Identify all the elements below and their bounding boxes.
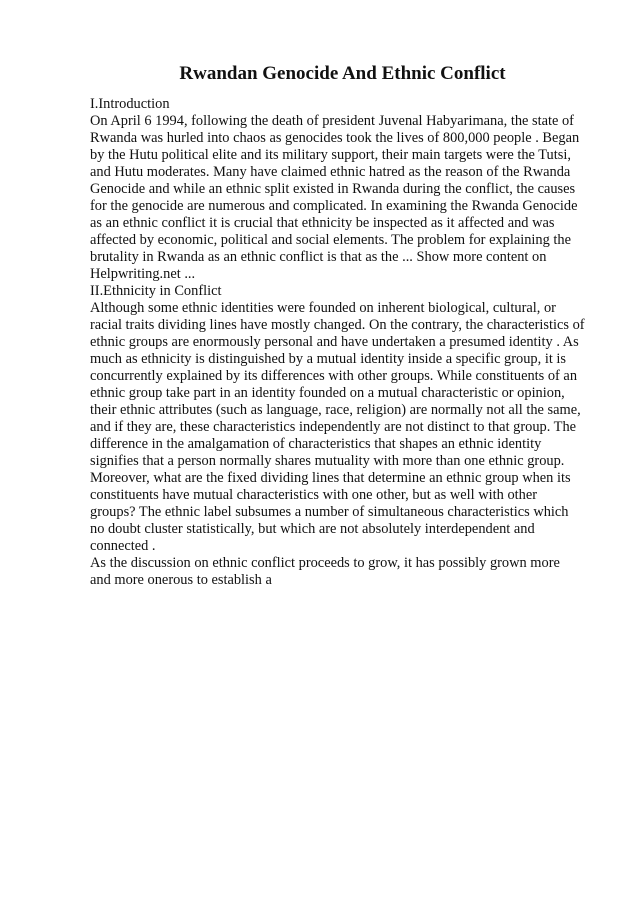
text-line: Although some ethnic identities were founded on inherent biological, cultural, or	[90, 300, 556, 316]
document-content	[90, 62, 595, 589]
text-line: ethnic groups are enormously personal and have undertaken a presumed identity . As	[90, 334, 579, 350]
text-line: constituents have mutual characteristics with one other, but as well with other	[90, 487, 538, 503]
text-line: Moreover, what are the fixed dividing lines that determine an ethnic group when its	[90, 470, 571, 486]
text-line: II.Ethnicity in Conflict	[90, 283, 222, 299]
text-line: groups? The ethnic label subsumes a number of simultaneous characteristics which	[90, 504, 569, 520]
text-line: ethnic group take part in an identity founded on a mutual characteristic or opinion,	[90, 385, 565, 401]
text-line: by the Hutu political elite and its military support, their main targets were the Tutsi,	[90, 147, 571, 163]
text-line: brutality in Rwanda as an ethnic conflict is that as the ... Show more content on	[90, 249, 547, 265]
document-title: Rwandan Genocide And Ethnic Conflict	[179, 63, 506, 84]
text-line: concurrently explained by its differences with other groups. While constituents of an	[90, 368, 578, 384]
text-line: Helpwriting.net ...	[90, 266, 196, 282]
text-line: and Hutu moderates. Many have claimed ethnic hatred as the reason of the Rwanda	[90, 164, 571, 180]
text-line: Genocide and while an ethnic split existed in Rwanda during the conflict, the causes	[90, 181, 576, 197]
text-line: their ethnic attributes (such as language, race, religion) are normally not all the same,	[90, 402, 581, 418]
text-line: and if they are, these characteristics independently are not distinct to that group. The	[90, 419, 577, 435]
document-body	[90, 96, 595, 589]
text-line: I.Introduction	[90, 96, 170, 112]
text-line: As the discussion on ethnic conflict proceeds to grow, it has possibly grown more	[90, 555, 560, 571]
text-line: difference in the amalgamation of characteristics that shapes an ethnic identity	[90, 436, 542, 452]
text-line: and more onerous to establish a	[90, 572, 272, 588]
text-line: Rwanda was hurled into chaos as genocides took the lives of 800,000 people . Began	[90, 130, 580, 146]
text-line: On April 6 1994, following the death of president Juvenal Habyarimana, the state of	[90, 113, 574, 129]
text-line: no doubt cluster statistically, but which are not absolutely interdependent and	[90, 521, 535, 537]
text-line: racial traits dividing lines have mostly changed. On the contrary, the characteristics of	[90, 317, 585, 333]
text-line: for the genocide are numerous and complicated. In examining the Rwanda Genocide	[90, 198, 578, 214]
text-line: much as ethnicity is distinguished by a mutual identity inside a specific group, it is	[90, 351, 567, 367]
text-line: signifies that a person normally shares mutuality with more than one ethnic group.	[90, 453, 565, 469]
text-line: affected by economic, political and social elements. The problem for explaining the	[90, 232, 571, 248]
text-line: connected .	[90, 538, 156, 554]
text-line: as an ethnic conflict it is crucial that ethnicity be inspected as it affected and was	[90, 215, 555, 231]
